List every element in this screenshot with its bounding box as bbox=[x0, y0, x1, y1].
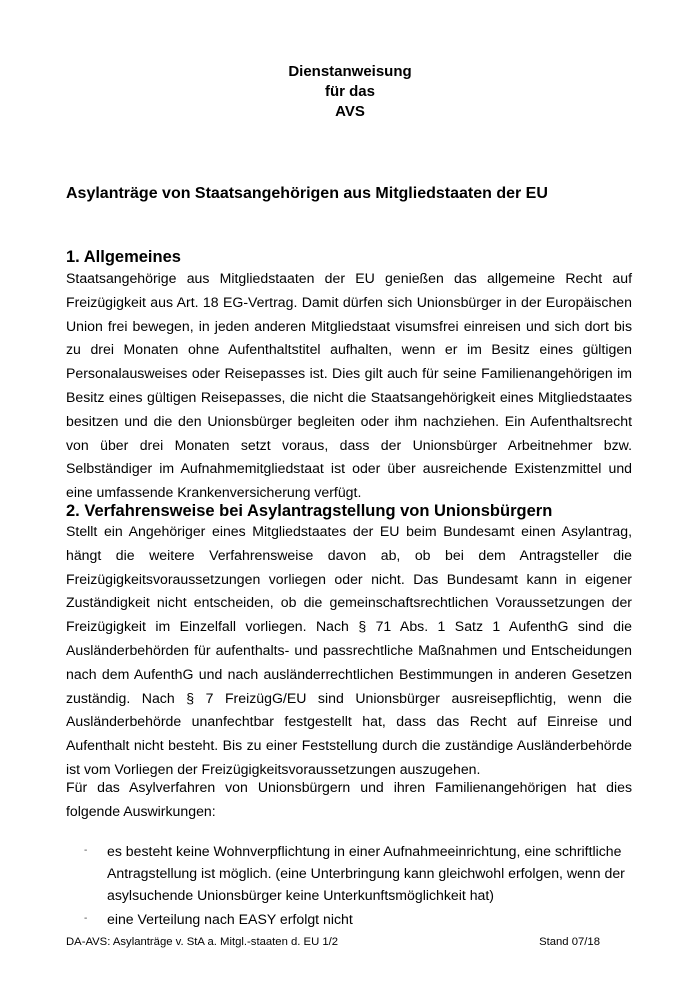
list-item bbox=[66, 908, 632, 930]
section-1-heading: 1. Allgemeines bbox=[66, 248, 181, 266]
document-title bbox=[0, 62, 700, 122]
dash-bullet-icon: - bbox=[84, 912, 88, 924]
title-line-2: für das bbox=[324, 83, 375, 100]
dash-bullet-icon: - bbox=[84, 845, 88, 856]
section-1-paragraph: Staatsangehörige aus Mitgliedstaaten der EU genießen das allgemeine Recht auf Freizügigkeit aus Art. 18 EG-Vertrag. Damit dürfen sich Unionsbürger in der Europäischen Union frei bewegen, in jeden anderen Mitgliedstaat visumsfrei einreisen und sich dort bis zu drei Monaten ohne Aufenthaltstitel aufhalten, wenn er im Besitz eines gültigen Personalausweises oder Reisepasses ist. Dies gilt auch für seine Familienangehörigen im Besitz eines gültigen Reisepasses, die nicht die Staatsangehörigkeit eines Mitgliedstaates besitzen und die den Unionsbürger begleiten oder ihm nachziehen. Ein Aufenthaltsrecht von über drei Monaten setzt voraus, dass der Unionsbürger Arbeitnehmer bzw. Selbständiger im Aufnahmemitgliedstaat ist oder über ausreichende Existenzmittel und eine umfassende Krankenversicherung verfügt. bbox=[66, 270, 632, 501]
section-2-paragraph: Stellt ein Angehöriger eines Mitgliedstaates der EU beim Bundesamt einen Asylantrag, hängt die weitere Verfahrensweise davon ab, ob bei dem Antragsteller die Freizügigkeitsvoraussetzungen vorliegen oder nicht. Das Bundesamt kann in eigener Zuständigkeit nicht entscheiden, ob die gemeinschaftsrechtlichen Voraussetzungen der Freizügigkeit im Einzelfall vorliegen. Nach § 71 Abs. 1 Satz 1 AufenthG sind die Ausländerbehörden für aufenthalts- und passrechtliche Maßnahmen und Entscheidungen nach dem AufenthG und nach ausländerrechtlichen Bestimmungen in anderen Gesetzen zuständig. Nach § 7 FreizügG/EU sind Unionsbürger ausreisepflichtig, wenn die Ausländerbehörde unanfechtbar festgestellt hat, dass das Recht auf Einreise und Aufenthalt nicht besteht. Bis zu einer Feststellung durch die zuständige Ausländerbehörde ist vom Vorliegen der Freizügigkeitsvoraussetzungen auszugehen. bbox=[66, 523, 632, 777]
effects-list bbox=[66, 840, 632, 930]
list-item-text: eine Verteilung nach EASY erfolgt nicht bbox=[107, 910, 353, 927]
list-item bbox=[66, 840, 632, 907]
title-line-3: AVS bbox=[335, 103, 365, 120]
list-item-text: es besteht keine Wohnverpflichtung in einer Aufnahmeeinrichtung, eine schriftliche Antragstellung ist möglich. (eine Unterbringung kann gleichwohl erfolgen, wenn der asylsuchende Unionsbürger keine Unterkunftsmöglichkeit hat) bbox=[107, 843, 625, 904]
footer-document-reference: DA-AVS: Asylanträge v. StA a. Mitgl.-staaten d. EU 1/2 bbox=[66, 936, 339, 948]
section-2-heading: 2. Verfahrensweise bei Asylantragstellung von Unionsbürgern bbox=[66, 502, 553, 520]
effects-intro-paragraph: Für das Asylverfahren von Unionsbürgern und ihren Familienangehörigen hat dies folgende Auswirkungen: bbox=[66, 779, 632, 819]
title-line-1: Dienstanweisung bbox=[288, 63, 412, 80]
document-subject: Asylanträge von Staatsangehörigen aus Mitgliedstaaten der EU bbox=[66, 185, 548, 202]
footer-version-date: Stand 07/18 bbox=[539, 936, 600, 948]
